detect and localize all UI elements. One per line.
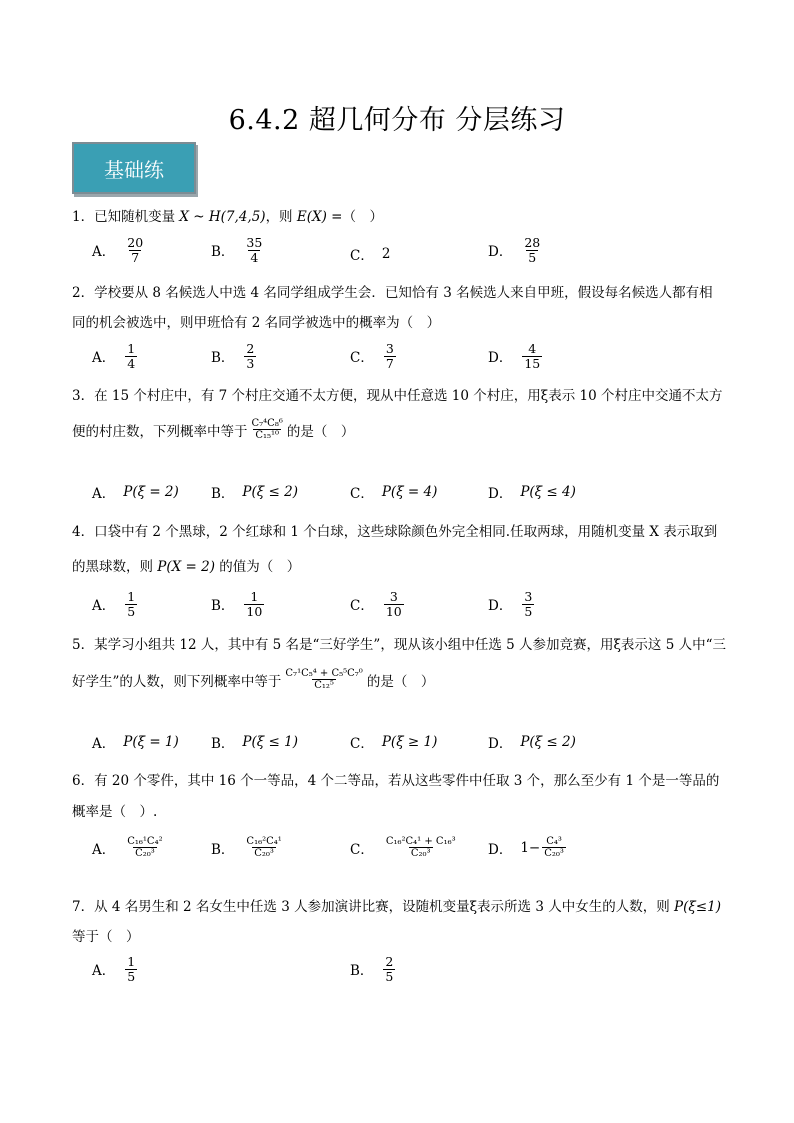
page-title: 6.4.2 超几何分布 分层练习 (228, 105, 566, 136)
fraction: $\frac{3}{5}$ (524, 589, 533, 619)
question-6-stem-line-2: 概率是（ ）. (72, 804, 158, 820)
question-2-stem-line-1: 2．学校要从 8 名候选人中选 4 名同学组成学生会．已知恰有 3 名候选人来自甲班，假设每名候选人都有相 (72, 285, 713, 301)
question-7-stem-line-2: 等于（ ） (72, 929, 140, 945)
question-3-option-b[interactable]: B． P(ξ ≤ 2) (211, 484, 298, 502)
question-1-option-d[interactable]: D． $\frac{28}{5}$ (488, 235, 541, 265)
question-2-option-c[interactable]: C． $\frac{3}{7}$ (350, 341, 394, 371)
question-7-stem-line-1: 7．从 4 名男生和 2 名女生中任选 3 人参加演讲比赛，设随机变量ξ表示所选 3 人中女生的人数，则 P(ξ≤1) (72, 899, 721, 915)
question-6-stem-line-1: 6．有 20 个零件，其中 16 个一等品，4 个二等品，若从这些零件中任取 3 个，那么至少有 1 个是一等品的 (72, 773, 720, 789)
question-1-option-c[interactable]: C． 2 (350, 246, 391, 264)
fraction: $\frac{3}{7}$ (385, 341, 394, 371)
question-5-stem-line-2: 好学生”的人数，则下列概率中等于 $\frac{\text{C₇¹C₅⁴ + C₅⁵C₇⁰}}{\text{C₁₂⁵}}$ 的是（ ） (72, 668, 435, 691)
fraction: $\frac{35}{4}$ (246, 235, 263, 265)
fraction: $\frac{3}{10}$ (385, 589, 402, 619)
question-4-stem-line-2: 的黑球数，则 P(X = 2) 的值为（ ） (72, 559, 301, 575)
question-6-option-c[interactable]: C． $\frac{\text{C₁₆²C₄¹ + C₁₆³}}{\text{C₂₀³}}$ (350, 836, 456, 859)
question-4-option-d[interactable]: D． $\frac{3}{5}$ (488, 589, 533, 619)
question-3-option-d[interactable]: D． P(ξ ≤ 4) (488, 484, 576, 502)
fraction: $\frac{2}{5}$ (385, 954, 394, 984)
fraction: $\frac{1}{5}$ (127, 954, 136, 984)
question-5-option-a[interactable]: A． P(ξ = 1) (92, 734, 179, 752)
question-3-option-c[interactable]: C． P(ξ = 4) (350, 484, 438, 502)
fraction: $\frac{1}{4}$ (127, 341, 136, 371)
question-4-option-a[interactable]: A． $\frac{1}{5}$ (92, 589, 136, 619)
question-3-option-a[interactable]: A． P(ξ = 2) (92, 484, 179, 502)
question-4-stem-line-1: 4．口袋中有 2 个黑球，2 个红球和 1 个白球，这些球除颜色外完全相同.任取两球，用随机变量 X 表示取到 (72, 524, 718, 540)
question-2-option-a[interactable]: A． $\frac{1}{4}$ (92, 341, 136, 371)
question-2-option-b[interactable]: B． $\frac{2}{3}$ (211, 341, 255, 371)
question-7-option-b[interactable]: B． $\frac{2}{5}$ (350, 954, 394, 984)
question-6-option-a[interactable]: A． $\frac{\text{C₁₆¹C₄²}}{\text{C₂₀³}}$ (92, 836, 163, 859)
fraction: $\frac{1}{5}$ (127, 589, 136, 619)
question-5-option-b[interactable]: B． P(ξ ≤ 1) (211, 734, 298, 752)
question-2-stem-line-2: 同的机会被选中，则甲班恰有 2 名同学被选中的概率为（ ） (72, 315, 441, 331)
fraction: $\frac{\text{C₄³}}{\text{C₂₀³}}$ (544, 836, 564, 859)
question-3-stem-line-2: 便的村庄数，下列概率中等于 $\frac{\text{C₇⁴C₈⁶}}{\text{C₁₅¹⁰}}$ 的是（ ） (72, 418, 355, 441)
question-3-stem-line-1: 3．在 15 个村庄中，有 7 个村庄交通不太方便，现从中任意选 10 个村庄，用ξ表示 10 个村庄中交通不太方 (72, 388, 723, 404)
question-6-option-b[interactable]: B． $\frac{\text{C₁₆²C₄¹}}{\text{C₂₀³}}$ (211, 836, 282, 859)
fraction: $\frac{\text{C₁₆²C₄¹}}{\text{C₂₀³}}$ (246, 836, 282, 859)
fraction: $\frac{1}{10}$ (246, 589, 263, 619)
question-1-option-a[interactable]: A． $\frac{20}{7}$ (92, 235, 144, 265)
question-5-option-d[interactable]: D． P(ξ ≤ 2) (488, 734, 576, 752)
fraction: $\frac{20}{7}$ (127, 235, 144, 265)
section-badge: 基础练 (72, 142, 196, 194)
question-1-option-b[interactable]: B． $\frac{35}{4}$ (211, 235, 263, 265)
question-6-option-d[interactable]: D． 1− $\frac{\text{C₄³}}{\text{C₂₀³}}$ (488, 836, 564, 859)
fraction: $\frac{4}{15}$ (524, 341, 541, 371)
question-4-option-b[interactable]: B． $\frac{1}{10}$ (211, 589, 263, 619)
combination-fraction: $\frac{\text{C₇¹C₅⁴ + C₅⁵C₇⁰}}{\text{C₁₂⁵}}$ (285, 668, 363, 691)
fraction: $\frac{\text{C₁₆¹C₄²}}{\text{C₂₀³}}$ (127, 836, 163, 859)
question-5-option-c[interactable]: C． P(ξ ≥ 1) (350, 734, 438, 752)
fraction: $\frac{28}{5}$ (524, 235, 541, 265)
question-7-option-a[interactable]: A． $\frac{1}{5}$ (92, 954, 136, 984)
question-5-stem-line-1: 5．某学习小组共 12 人，其中有 5 名是“三好学生”，现从该小组中任选 5 人参加竞赛，用ξ表示这 5 人中“三 (72, 637, 727, 653)
question-1-stem: 1．已知随机变量 X ~ H(7,4,5)，则 E(X) =（ ） (72, 209, 383, 225)
question-2-option-d[interactable]: D． $\frac{4}{15}$ (488, 341, 541, 371)
fraction: $\frac{\text{C₁₆²C₄¹ + C₁₆³}}{\text{C₂₀³}}$ (385, 836, 456, 859)
combination-fraction: $\frac{\text{C₇⁴C₈⁶}}{\text{C₁₅¹⁰}}$ (251, 418, 283, 441)
fraction: $\frac{2}{3}$ (246, 341, 255, 371)
question-4-option-c[interactable]: C． $\frac{3}{10}$ (350, 589, 402, 619)
